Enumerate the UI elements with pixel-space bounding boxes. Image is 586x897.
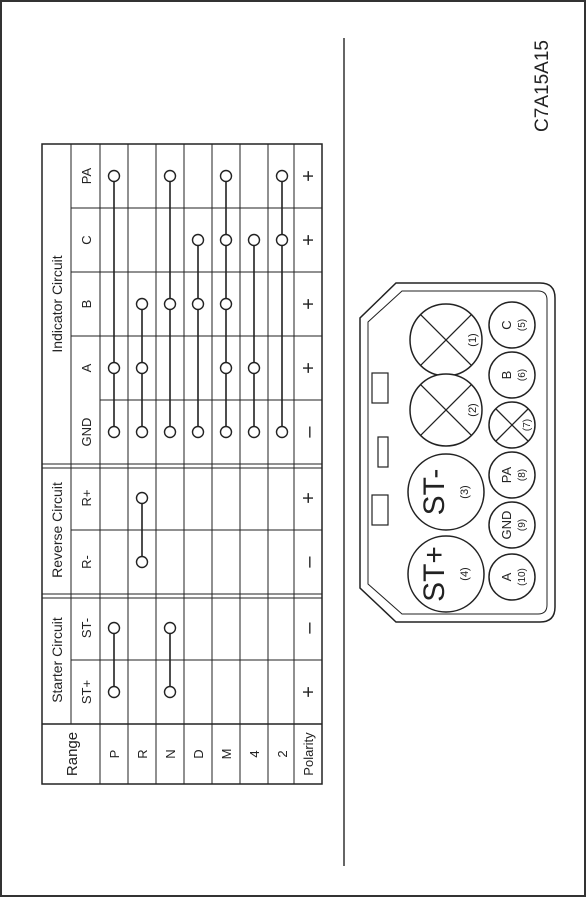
col-header-st-minus: ST- bbox=[79, 617, 94, 639]
connection-dot bbox=[277, 235, 288, 246]
connection-dot bbox=[221, 235, 232, 246]
connection-markers bbox=[109, 171, 288, 698]
circuit-table bbox=[42, 144, 322, 784]
connection-dot bbox=[109, 363, 120, 374]
connection-dot bbox=[221, 427, 232, 438]
pin-label: ST- bbox=[418, 468, 451, 516]
pin-label: A bbox=[499, 572, 514, 582]
connection-dot bbox=[249, 363, 260, 374]
connector-pins bbox=[408, 302, 535, 612]
col-header-st-plus: ST+ bbox=[79, 679, 94, 705]
pin-label: PA bbox=[499, 466, 514, 484]
polarity-value: + bbox=[298, 686, 320, 698]
group-header-indicator: Indicator Circuit bbox=[49, 255, 65, 353]
group-header-starter: Starter Circuit bbox=[49, 617, 65, 703]
range-label: R bbox=[135, 749, 150, 759]
pin-number: (6) bbox=[517, 368, 528, 382]
connection-dot bbox=[137, 557, 148, 568]
polarity-label: Polarity bbox=[301, 732, 316, 776]
range-label: P bbox=[107, 749, 122, 759]
range-label: M bbox=[219, 748, 234, 760]
pin-number: (10) bbox=[517, 568, 528, 586]
pin-label: ST+ bbox=[418, 546, 451, 602]
pin-number: (5) bbox=[517, 318, 528, 332]
pin-number: (2) bbox=[467, 403, 479, 417]
connection-dot bbox=[277, 427, 288, 438]
connection-dot bbox=[221, 171, 232, 182]
col-header-a: A bbox=[79, 363, 94, 373]
polarity-value: + bbox=[298, 298, 320, 310]
connection-dot bbox=[165, 687, 176, 698]
page-border bbox=[1, 1, 585, 896]
pin-number: (4) bbox=[459, 567, 471, 581]
connection-dot bbox=[249, 235, 260, 246]
latch-tab bbox=[372, 495, 388, 525]
range-label: D bbox=[191, 749, 206, 759]
polarity-value: + bbox=[298, 234, 320, 246]
connection-dot bbox=[165, 427, 176, 438]
connection-dot bbox=[165, 171, 176, 182]
col-header-b: B bbox=[79, 299, 94, 309]
range-label: N bbox=[163, 749, 178, 759]
polarity-value: – bbox=[298, 426, 320, 438]
polarity-value: + bbox=[298, 170, 320, 182]
connection-dot bbox=[193, 235, 204, 246]
connector-drawing bbox=[360, 283, 555, 622]
connection-dot bbox=[137, 493, 148, 504]
connection-dot bbox=[109, 171, 120, 182]
connection-dot bbox=[249, 427, 260, 438]
connection-dot bbox=[277, 171, 288, 182]
pin-label: C bbox=[499, 320, 514, 330]
connection-dot bbox=[109, 427, 120, 438]
col-header-r-minus: R- bbox=[79, 555, 94, 569]
connection-dot bbox=[137, 299, 148, 310]
connection-dot bbox=[109, 687, 120, 698]
connection-dot bbox=[193, 427, 204, 438]
pin-number: (7) bbox=[522, 418, 533, 432]
pin-label: B bbox=[499, 370, 514, 380]
latch-tab bbox=[378, 437, 388, 467]
figure-code: C7A15A15 bbox=[532, 40, 553, 132]
col-header-c: C bbox=[79, 235, 94, 245]
col-header-pa: PA bbox=[79, 167, 94, 185]
polarity-value: – bbox=[298, 622, 320, 634]
connection-dot bbox=[165, 299, 176, 310]
col-header-gnd: GND bbox=[79, 417, 94, 447]
polarity-value: – bbox=[298, 556, 320, 568]
latch-tab bbox=[372, 373, 388, 403]
range-label: 2 bbox=[275, 750, 290, 758]
connection-dot bbox=[137, 363, 148, 374]
pin-number: (3) bbox=[459, 485, 471, 499]
range-header: Range bbox=[64, 731, 81, 777]
connection-dot bbox=[137, 427, 148, 438]
pin-label: GND bbox=[499, 510, 514, 540]
pin-number: (8) bbox=[517, 468, 528, 482]
polarity-value: + bbox=[298, 362, 320, 374]
group-header-reverse: Reverse Circuit bbox=[49, 482, 65, 578]
connection-dot bbox=[193, 299, 204, 310]
connection-dot bbox=[221, 299, 232, 310]
connection-dot bbox=[109, 623, 120, 634]
connection-dot bbox=[221, 363, 232, 374]
polarity-value: + bbox=[298, 492, 320, 504]
connection-dot bbox=[165, 623, 176, 634]
range-label: 4 bbox=[247, 750, 262, 758]
pin-number: (1) bbox=[467, 333, 479, 347]
col-header-r-plus: R+ bbox=[79, 489, 94, 507]
pin-number: (9) bbox=[517, 518, 528, 532]
